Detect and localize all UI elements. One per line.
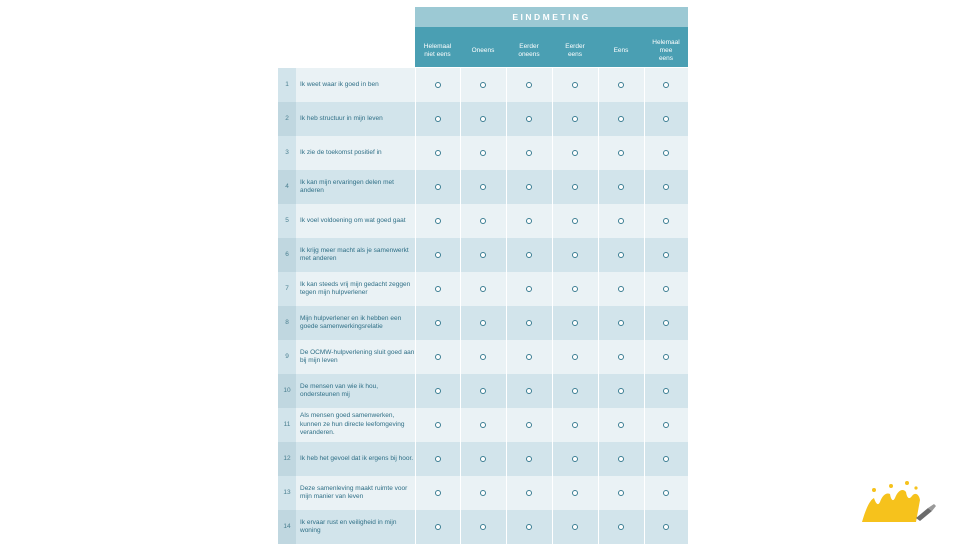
row-number: 9	[285, 353, 289, 360]
radio-option-icon[interactable]	[663, 286, 669, 292]
radio-option-icon[interactable]	[663, 82, 669, 88]
column-divider	[460, 306, 461, 340]
column-divider	[644, 408, 645, 442]
column-divider	[552, 272, 553, 306]
column-divider	[415, 442, 416, 476]
radio-option-icon[interactable]	[526, 320, 532, 326]
radio-option-icon[interactable]	[663, 116, 669, 122]
column-divider	[598, 68, 599, 102]
column-header: Eens	[613, 47, 629, 54]
radio-option-icon[interactable]	[435, 252, 441, 258]
column-divider	[598, 476, 599, 510]
radio-option-icon[interactable]	[663, 524, 669, 530]
column-header: Helemaal mee eens	[652, 39, 680, 62]
table-row	[278, 238, 688, 272]
column-divider	[598, 374, 599, 408]
statement-text: De mensen van wie ik hou, ondersteunen mij	[300, 382, 379, 398]
statement-text: Ik heb het gevoel dat ik ergens bij hoor.	[300, 454, 414, 462]
radio-option-icon[interactable]	[663, 456, 669, 462]
radio-option-icon[interactable]	[526, 354, 532, 360]
radio-option-icon[interactable]	[435, 524, 441, 530]
table-row	[278, 510, 688, 544]
row-number: 14	[283, 523, 291, 530]
column-divider	[460, 476, 461, 510]
statement-text: Als mensen goed samenwerken, kunnen ze hun directe leefomgeving veranderen.	[300, 412, 405, 437]
statement-text: Ik krijg meer macht als je samenwerkt met anderen	[300, 246, 409, 262]
row-number: 2	[285, 115, 289, 122]
column-divider	[552, 374, 553, 408]
column-divider	[506, 170, 507, 204]
table-row	[278, 68, 688, 102]
column-divider	[415, 374, 416, 408]
radio-option-icon[interactable]	[480, 456, 486, 462]
radio-option-icon[interactable]	[526, 116, 532, 122]
column-divider	[552, 238, 553, 272]
radio-option-icon[interactable]	[618, 456, 624, 462]
radio-option-icon[interactable]	[435, 388, 441, 394]
radio-option-icon[interactable]	[480, 150, 486, 156]
radio-option-icon[interactable]	[618, 184, 624, 190]
table-row	[278, 374, 688, 408]
row-number: 12	[283, 455, 291, 462]
table-row	[278, 442, 688, 476]
column-divider	[415, 136, 416, 170]
radio-option-icon[interactable]	[480, 252, 486, 258]
radio-option-icon[interactable]	[435, 82, 441, 88]
row-number: 6	[285, 251, 289, 258]
column-divider	[552, 442, 553, 476]
table-row	[278, 204, 688, 238]
radio-option-icon[interactable]	[480, 388, 486, 394]
statement-text: Ik voel voldoening om wat goed gaat	[300, 216, 406, 224]
radio-option-icon[interactable]	[618, 490, 624, 496]
row-number: 11	[283, 421, 291, 428]
column-divider	[460, 442, 461, 476]
table-row	[278, 136, 688, 170]
column-divider	[460, 238, 461, 272]
table-row	[278, 170, 688, 204]
radio-option-icon[interactable]	[480, 524, 486, 530]
radio-option-icon[interactable]	[618, 218, 624, 224]
column-divider	[644, 272, 645, 306]
radio-option-icon[interactable]	[480, 116, 486, 122]
column-divider	[460, 170, 461, 204]
radio-option-icon[interactable]	[435, 422, 441, 428]
statement-text: Ik heb structuur in mijn leven	[300, 114, 383, 122]
column-divider	[598, 272, 599, 306]
column-divider	[598, 102, 599, 136]
column-divider	[415, 476, 416, 510]
column-divider	[552, 204, 553, 238]
questionnaire-sheet	[278, 0, 688, 540]
radio-option-icon[interactable]	[663, 218, 669, 224]
statement-text: Deze samenleving maakt ruimte voor mijn manier van leven	[300, 484, 408, 500]
statement-text: De OCMW-hulpverlening sluit goed aan bij mijn leven	[300, 348, 415, 364]
row-number: 3	[285, 149, 289, 156]
radio-option-icon[interactable]	[663, 252, 669, 258]
radio-option-icon[interactable]	[435, 184, 441, 190]
radio-option-icon[interactable]	[526, 490, 532, 496]
column-divider	[460, 374, 461, 408]
column-divider	[552, 340, 553, 374]
column-divider	[506, 340, 507, 374]
radio-option-icon[interactable]	[572, 184, 578, 190]
radio-option-icon[interactable]	[572, 320, 578, 326]
column-divider	[506, 510, 507, 544]
column-divider	[506, 476, 507, 510]
radio-option-icon[interactable]	[663, 354, 669, 360]
hands-logo-icon	[858, 478, 938, 524]
column-divider	[506, 306, 507, 340]
column-divider	[552, 136, 553, 170]
radio-option-icon[interactable]	[526, 422, 532, 428]
form-title: EINDMETING	[415, 7, 688, 27]
row-number: 5	[285, 217, 289, 224]
column-divider	[598, 238, 599, 272]
column-header: Helemaal niet eens	[423, 43, 452, 58]
radio-option-icon[interactable]	[435, 286, 441, 292]
radio-option-icon[interactable]	[618, 116, 624, 122]
radio-option-icon[interactable]	[572, 354, 578, 360]
radio-option-icon[interactable]	[618, 320, 624, 326]
column-divider	[598, 170, 599, 204]
radio-option-icon[interactable]	[618, 286, 624, 292]
radio-option-icon[interactable]	[480, 286, 486, 292]
column-divider	[460, 510, 461, 544]
column-divider	[552, 68, 553, 102]
column-divider	[506, 238, 507, 272]
radio-option-icon[interactable]	[526, 184, 532, 190]
column-divider	[644, 442, 645, 476]
radio-option-icon[interactable]	[435, 218, 441, 224]
radio-option-icon[interactable]	[435, 320, 441, 326]
statement-text: Ik kan mijn ervaringen delen met anderen	[300, 178, 394, 194]
column-divider	[506, 204, 507, 238]
column-divider	[460, 136, 461, 170]
column-divider	[415, 170, 416, 204]
radio-option-icon[interactable]	[663, 150, 669, 156]
radio-option-icon[interactable]	[480, 490, 486, 496]
radio-option-icon[interactable]	[572, 150, 578, 156]
column-divider	[598, 442, 599, 476]
column-divider	[644, 102, 645, 136]
column-divider	[506, 102, 507, 136]
column-divider	[644, 374, 645, 408]
column-divider	[460, 102, 461, 136]
radio-option-icon[interactable]	[526, 150, 532, 156]
column-divider	[644, 170, 645, 204]
radio-option-icon[interactable]	[572, 82, 578, 88]
column-header: Oneens	[471, 47, 495, 54]
radio-option-icon[interactable]	[480, 184, 486, 190]
row-number: 13	[283, 489, 291, 496]
column-divider	[644, 136, 645, 170]
column-divider	[506, 408, 507, 442]
row-number: 1	[285, 81, 289, 88]
column-divider	[415, 408, 416, 442]
radio-option-icon[interactable]	[663, 490, 669, 496]
column-divider	[598, 340, 599, 374]
column-divider	[552, 408, 553, 442]
column-divider	[598, 408, 599, 442]
column-divider	[415, 102, 416, 136]
column-divider	[644, 68, 645, 102]
radio-option-icon[interactable]	[618, 422, 624, 428]
column-divider	[506, 68, 507, 102]
statement-text: Ik zie de toekomst positief in	[300, 148, 382, 156]
column-divider	[415, 68, 416, 102]
radio-option-icon[interactable]	[618, 524, 624, 530]
radio-option-icon[interactable]	[663, 388, 669, 394]
statement-text: Ik ervaar rust en veiligheid in mijn woning	[300, 518, 397, 534]
radio-option-icon[interactable]	[572, 218, 578, 224]
column-divider	[460, 408, 461, 442]
table-row	[278, 476, 688, 510]
column-divider	[415, 238, 416, 272]
statement-text: Ik weet waar ik goed in ben	[300, 80, 379, 88]
column-divider	[644, 510, 645, 544]
radio-option-icon[interactable]	[435, 354, 441, 360]
radio-option-icon[interactable]	[526, 252, 532, 258]
table-row	[278, 102, 688, 136]
radio-option-icon[interactable]	[572, 388, 578, 394]
column-divider	[552, 510, 553, 544]
radio-option-icon[interactable]	[572, 422, 578, 428]
column-divider	[460, 340, 461, 374]
row-number: 4	[285, 183, 289, 190]
radio-option-icon[interactable]	[663, 422, 669, 428]
radio-option-icon[interactable]	[435, 490, 441, 496]
column-divider	[598, 510, 599, 544]
column-divider	[415, 306, 416, 340]
column-divider	[460, 68, 461, 102]
column-divider	[415, 510, 416, 544]
column-divider	[460, 204, 461, 238]
column-divider	[598, 306, 599, 340]
column-divider	[644, 340, 645, 374]
column-divider	[415, 272, 416, 306]
radio-option-icon[interactable]	[526, 82, 532, 88]
column-divider	[598, 136, 599, 170]
radio-option-icon[interactable]	[618, 150, 624, 156]
radio-option-icon[interactable]	[480, 422, 486, 428]
column-divider	[552, 170, 553, 204]
column-divider	[644, 238, 645, 272]
radio-option-icon[interactable]	[618, 82, 624, 88]
radio-option-icon[interactable]	[435, 456, 441, 462]
radio-option-icon[interactable]	[435, 116, 441, 122]
radio-option-icon[interactable]	[526, 218, 532, 224]
column-divider	[415, 204, 416, 238]
column-divider	[552, 306, 553, 340]
header-block	[415, 7, 688, 67]
column-header: Eerder oneens	[518, 43, 540, 58]
radio-option-icon[interactable]	[618, 388, 624, 394]
statement-text: Ik kan steeds vrij mijn gedacht zeggen tegen mijn hulpverlener	[300, 280, 411, 296]
radio-option-icon[interactable]	[526, 456, 532, 462]
column-divider	[598, 204, 599, 238]
column-divider	[506, 272, 507, 306]
radio-option-icon[interactable]	[480, 320, 486, 326]
radio-option-icon[interactable]	[526, 286, 532, 292]
radio-option-icon[interactable]	[572, 286, 578, 292]
radio-option-icon[interactable]	[618, 354, 624, 360]
radio-option-icon[interactable]	[572, 490, 578, 496]
table-row	[278, 340, 688, 374]
radio-option-icon[interactable]	[572, 456, 578, 462]
radio-option-icon[interactable]	[435, 150, 441, 156]
column-divider	[506, 136, 507, 170]
column-divider	[552, 476, 553, 510]
row-number: 8	[285, 319, 289, 326]
radio-option-icon[interactable]	[480, 354, 486, 360]
radio-option-icon[interactable]	[526, 524, 532, 530]
radio-option-icon[interactable]	[480, 82, 486, 88]
radio-option-icon[interactable]	[572, 524, 578, 530]
radio-option-icon[interactable]	[663, 320, 669, 326]
radio-option-icon[interactable]	[526, 388, 532, 394]
column-divider	[644, 476, 645, 510]
column-divider	[552, 102, 553, 136]
table-row	[278, 272, 688, 306]
column-divider	[415, 340, 416, 374]
row-number: 10	[283, 387, 291, 394]
radio-option-icon[interactable]	[572, 252, 578, 258]
radio-option-icon[interactable]	[618, 252, 624, 258]
radio-option-icon[interactable]	[572, 116, 578, 122]
column-divider	[460, 272, 461, 306]
table-row	[278, 408, 688, 442]
table-row	[278, 306, 688, 340]
radio-option-icon[interactable]	[480, 218, 486, 224]
statement-text: Mijn hulpverlener en ik hebben een goede samenwerkingsrelatie	[300, 314, 402, 330]
column-divider	[644, 306, 645, 340]
radio-option-icon[interactable]	[663, 184, 669, 190]
column-divider	[644, 204, 645, 238]
row-number: 7	[285, 285, 289, 292]
column-divider	[506, 374, 507, 408]
column-divider	[506, 442, 507, 476]
column-header: Eerder eens	[565, 43, 585, 58]
